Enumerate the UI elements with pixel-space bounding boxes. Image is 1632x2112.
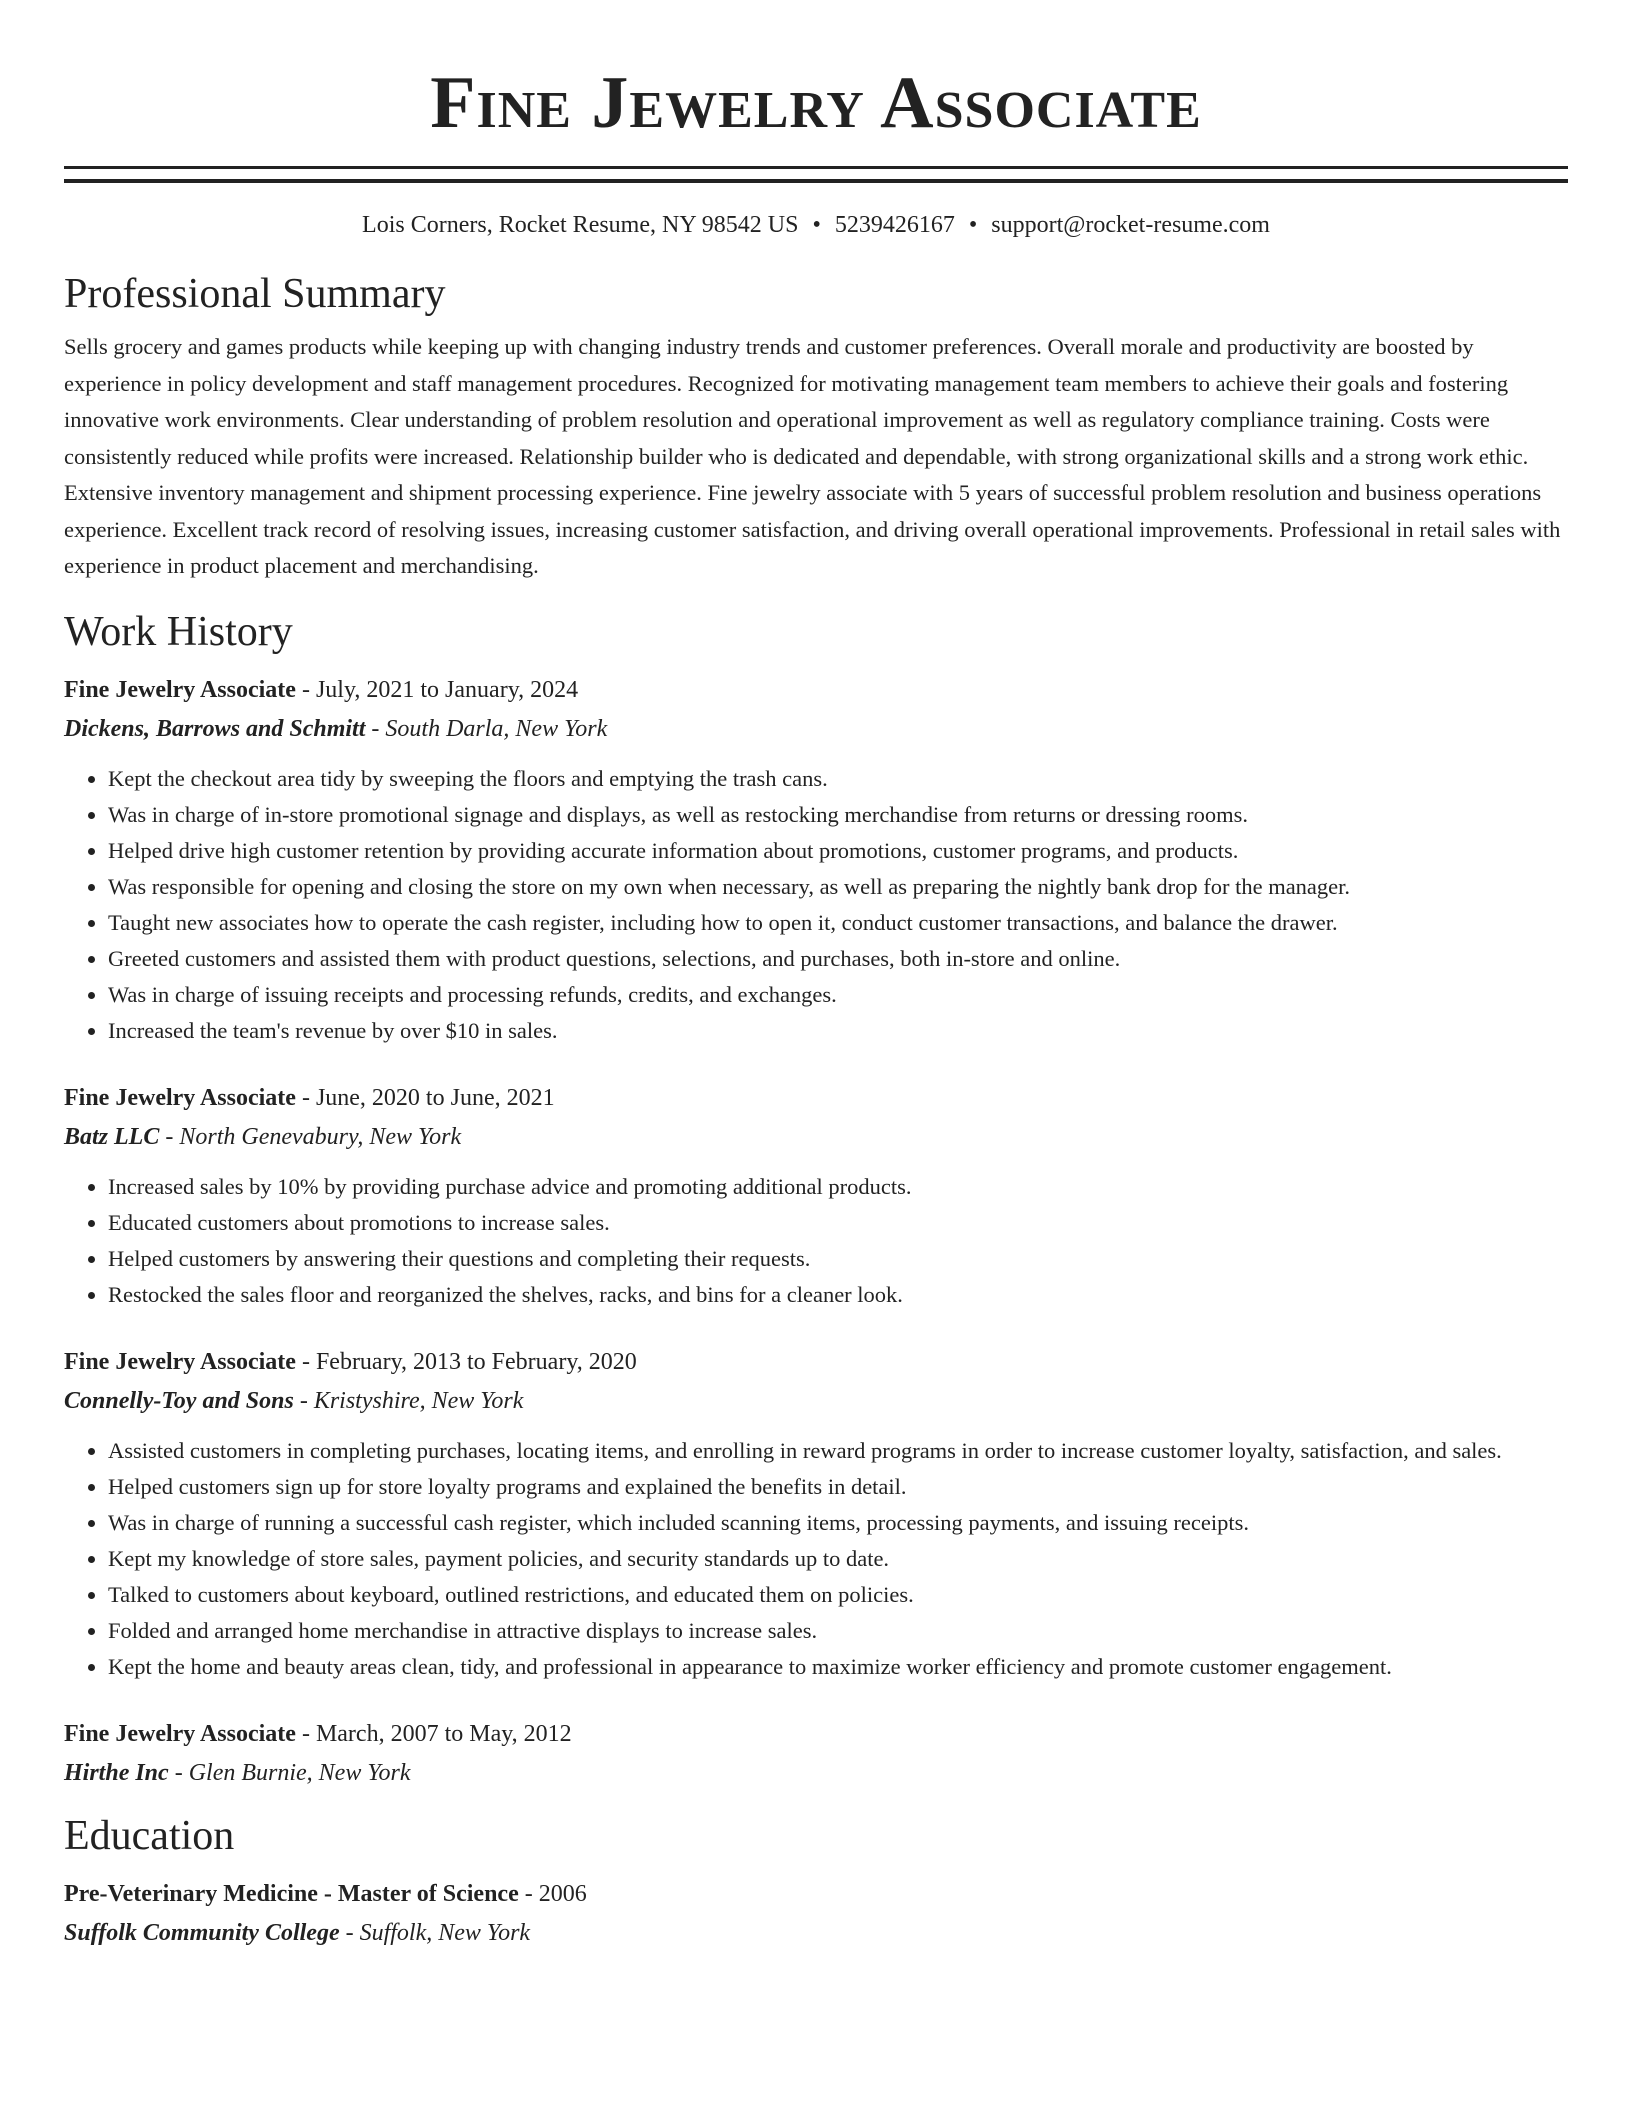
job-bullet-list bbox=[64, 1433, 1568, 1685]
job-company-line bbox=[64, 1382, 1568, 1421]
contact-email: support@rocket-resume.com bbox=[991, 212, 1270, 238]
job-title-line bbox=[64, 1079, 1568, 1118]
job-company: Connelly-Toy and Sons bbox=[64, 1387, 294, 1414]
job-company-line bbox=[64, 710, 1568, 749]
education-section bbox=[64, 1811, 1568, 1953]
dash: - bbox=[295, 676, 316, 703]
job-location: North Genevabury, New York bbox=[179, 1123, 462, 1150]
job-location: Glen Burnie, New York bbox=[188, 1759, 411, 1786]
job-title-line bbox=[64, 1715, 1568, 1754]
job-company-line bbox=[64, 1754, 1568, 1793]
job-bullet: • Was in charge of running a successful cash register, which included scanning items, processing payments, and issuing receipts. bbox=[108, 1505, 1568, 1541]
summary-heading: Professional Summary bbox=[64, 271, 446, 317]
job-bullet: • Educated customers about promotions to increase sales. bbox=[108, 1205, 1568, 1241]
job-bullet: • Kept my knowledge of store sales, payment policies, and security standards up to date. bbox=[108, 1541, 1568, 1577]
dash: - bbox=[159, 1123, 180, 1150]
job-bullet: • Restocked the sales floor and reorganized the shelves, racks, and bins for a cleaner look. bbox=[108, 1277, 1568, 1313]
job-bullet: • Helped customers by answering their questions and completing their requests. bbox=[108, 1241, 1568, 1277]
job-bullet: • Increased sales by 10% by providing purchase advice and promoting additional products. bbox=[108, 1169, 1568, 1205]
job-title: Fine Jewelry Associate bbox=[64, 1720, 296, 1747]
job-bullet: • Was responsible for opening and closing the store on my own when necessary, as well as preparing the nightly bank drop for the manager. bbox=[108, 869, 1568, 905]
job-bullet: • Helped drive high customer retention by providing accurate information about promotions, customer programs, and products. bbox=[108, 833, 1568, 869]
dash: - bbox=[365, 715, 386, 742]
job-title: Fine Jewelry Associate bbox=[64, 1084, 296, 1111]
work-history-section bbox=[64, 607, 1568, 1793]
education-entry bbox=[64, 1875, 1568, 1953]
job-location: South Darla, New York bbox=[385, 715, 608, 742]
contact-phone: 5239426167 bbox=[834, 212, 955, 238]
job-bullet: • Kept the home and beauty areas clean, tidy, and professional in appearance to maximize worker efficiency and promote customer engagement. bbox=[108, 1649, 1568, 1685]
job-bullet-list bbox=[64, 761, 1568, 1049]
job-bullet: • Helped customers sign up for store loyalty programs and explained the benefits in detail. bbox=[108, 1469, 1568, 1505]
education-year: 2006 bbox=[538, 1880, 587, 1907]
education-school-line bbox=[64, 1914, 1568, 1953]
summary-section bbox=[64, 269, 1568, 585]
dash: - bbox=[293, 1387, 314, 1414]
job-title: Fine Jewelry Associate bbox=[64, 676, 296, 703]
education-location: Suffolk, New York bbox=[359, 1919, 531, 1946]
job-bullet: • Was in charge of in-store promotional signage and displays, as well as restocking merchandise from returns or dressing rooms. bbox=[108, 797, 1568, 833]
job-company-line bbox=[64, 1118, 1568, 1157]
job-dates: March, 2007 to May, 2012 bbox=[315, 1720, 572, 1747]
double-rule-divider bbox=[64, 166, 1568, 183]
dash: - bbox=[168, 1759, 189, 1786]
job-list bbox=[64, 671, 1568, 1793]
job-bullet: • Increased the team's revenue by over $10 in sales. bbox=[108, 1013, 1568, 1049]
education-school: Suffolk Community College bbox=[64, 1919, 340, 1946]
work-history-heading: Work History bbox=[64, 608, 293, 655]
job-entry bbox=[64, 1343, 1568, 1685]
job-bullet: • Assisted customers in completing purchases, locating items, and enrolling in reward programs in order to increase customer loyalty, satisfaction, and sales. bbox=[108, 1433, 1568, 1469]
job-company: Hirthe Inc bbox=[64, 1759, 169, 1786]
dash: - bbox=[295, 1720, 316, 1747]
job-bullet-list bbox=[64, 1169, 1568, 1313]
dash: - bbox=[518, 1880, 539, 1907]
job-bullet: • Was in charge of issuing receipts and processing refunds, credits, and exchanges. bbox=[108, 977, 1568, 1013]
contact-separator: • bbox=[812, 212, 821, 238]
contact-address: Lois Corners, Rocket Resume, NY 98542 US bbox=[362, 212, 799, 238]
job-dates: February, 2013 to February, 2020 bbox=[315, 1348, 637, 1375]
education-degree: Pre-Veterinary Medicine - Master of Science bbox=[64, 1880, 519, 1907]
education-heading: Education bbox=[64, 1812, 235, 1859]
education-degree-line bbox=[64, 1875, 1568, 1914]
job-entry bbox=[64, 671, 1568, 1049]
dash: - bbox=[295, 1348, 316, 1375]
job-title-line bbox=[64, 1343, 1568, 1382]
job-location: Kristyshire, New York bbox=[313, 1387, 524, 1414]
job-dates: July, 2021 to January, 2024 bbox=[315, 676, 579, 703]
job-entry bbox=[64, 1715, 1568, 1793]
contact-separator: • bbox=[968, 212, 978, 238]
resume-name: Fine Jewelry Associate bbox=[430, 62, 1202, 144]
job-company: Dickens, Barrows and Schmitt bbox=[64, 715, 366, 742]
dash: - bbox=[295, 1084, 316, 1111]
job-title: Fine Jewelry Associate bbox=[64, 1348, 296, 1375]
job-bullet: • Folded and arranged home merchandise in attractive displays to increase sales. bbox=[108, 1613, 1568, 1649]
job-bullet: • Greeted customers and assisted them with product questions, selections, and purchases, both in-store and online. bbox=[108, 941, 1568, 977]
contact-line bbox=[64, 209, 1568, 241]
job-title-line bbox=[64, 671, 1568, 710]
job-bullet: • Taught new associates how to operate the cash register, including how to open it, conduct customer transactions, and balance the drawer. bbox=[108, 905, 1568, 941]
dash: - bbox=[339, 1919, 360, 1946]
job-bullet: • Kept the checkout area tidy by sweeping the floors and emptying the trash cans. bbox=[108, 761, 1568, 797]
summary-text: Sells grocery and games products while keeping up with changing industry trends and customer preferences. Overall morale and productivity are boosted by experience in policy development and staff management procedures. Recognized for motivating management team members to achieve their goals and fostering innovative work environments. Clear understanding of problem resolution and operational improvement as well as regulatory compliance training. Costs were consistently reduced while profits were increased. Relationship builder who is dedicated and dependable, with strong organizational skills and a strong work ethic. Extensive inventory management and shipment processing experience. Fine jewelry associate with 5 years of successful problem resolution and business operations experience. Excellent track record of resolving issues, increasing customer satisfaction, and driving overall operational improvements. Professional in retail sales with experience in product placement and merchandising. bbox=[64, 334, 1561, 578]
job-bullet: • Talked to customers about keyboard, outlined restrictions, and educated them on policies. bbox=[108, 1577, 1568, 1613]
job-entry bbox=[64, 1079, 1568, 1313]
job-company: Batz LLC bbox=[64, 1123, 160, 1150]
job-dates: June, 2020 to June, 2021 bbox=[315, 1084, 555, 1111]
